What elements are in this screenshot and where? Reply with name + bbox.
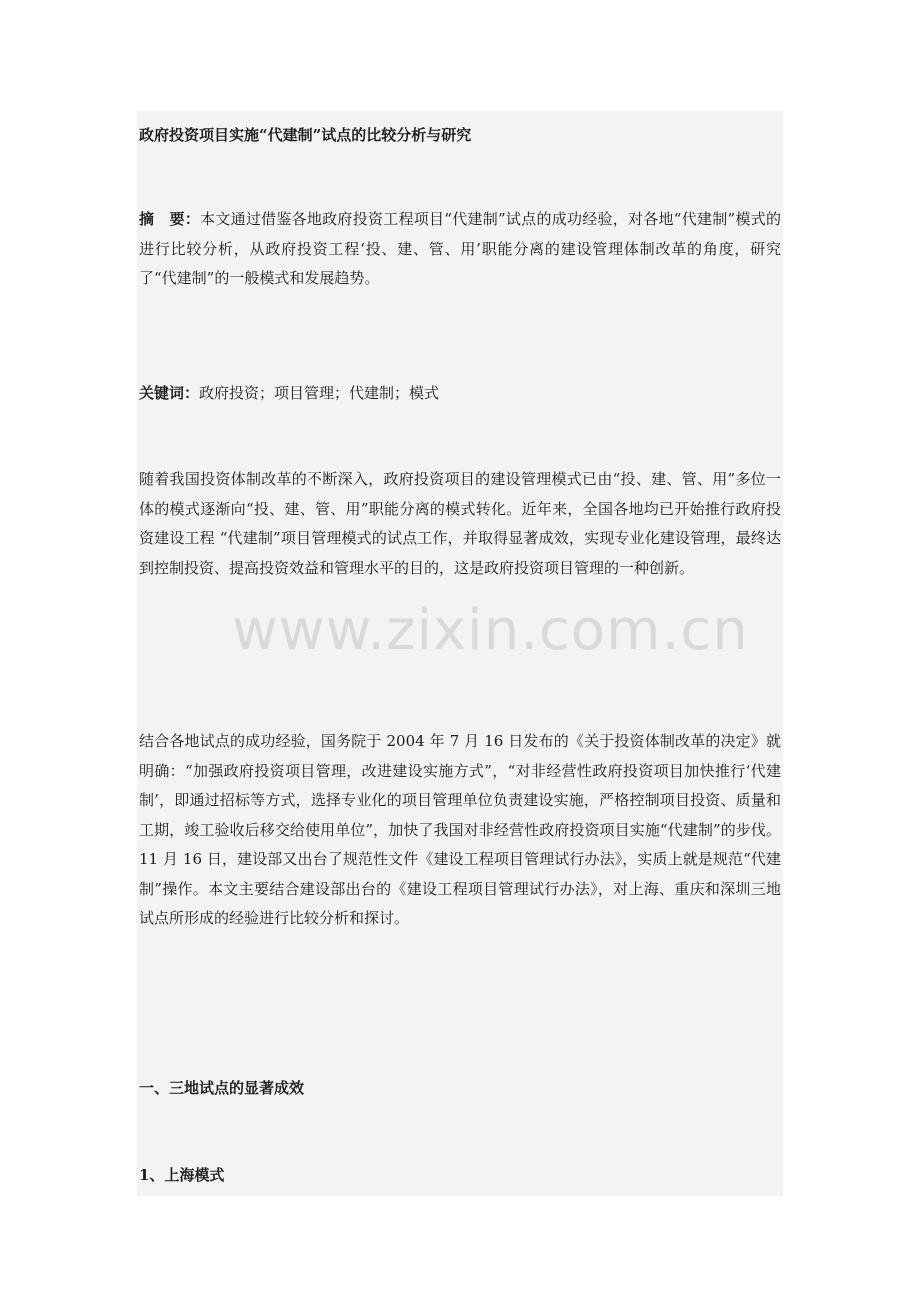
keywords-paragraph xyxy=(139,379,781,409)
keywords-label: 关键词： xyxy=(139,384,200,402)
body-paragraph-1: 随着我国投资体制改革的不断深入，政府投资项目的建设管理模式已由“投、建、管、用”多位一体的模式逐渐向“投、建、管、用”职能分离的模式转化。近年来，全国各地均已开始推行政府投资建设工程 “代建制”项目管理模式的试点工作，并取得显著成效，实现专业化建设管理，最终达到控制投资、提高投资效益和管理水平的目的，这是政府投资项目管理的一种创新。 xyxy=(139,470,781,577)
abstract-paragraph xyxy=(139,205,781,294)
watermark: www.zixin.com.cn xyxy=(232,598,749,663)
document-title: 政府投资项目实施“代建制”试点的比较分析与研究 xyxy=(139,126,472,144)
body-paragraph-2: 结合各地试点的成功经验，国务院于 2004 年 7 月 16 日发布的《关于投资体制改革的决定》就明确：“加强政府投资项目管理，改进建设实施方式”，“对非经营性政府投资项目加快推行‘代建制’，即通过招标等方式，选择专业化的项目管理单位负责建设实施，严格控制项目投资、质量和工期，竣工验收后移交给使用单位”，加快了我国对非经营性政府投资项目实施“代建制”的步伐。11 月 16 日，建设部又出台了规范性文件《建设工程项目管理试行办法》，实质上就是规范“代建制”操作。本文主要结合建设部出台的《建设工程项目管理试行办法》，对上海、重庆和深圳三地试点所形成的经验进行比较分析和探讨。 xyxy=(139,732,781,927)
subsection-heading: 1、上海模式 xyxy=(139,1166,225,1184)
abstract-label: 摘 要： xyxy=(139,210,201,228)
keywords-text: 政府投资；项目管理；代建制；模式 xyxy=(199,384,440,402)
document-page xyxy=(137,111,783,1196)
section-heading: 一、三地试点的显著成效 xyxy=(139,1079,305,1097)
abstract-text: 本文通过借鉴各地政府投资工程项目“代建制”试点的成功经验，对各地“代建制”模式的进行比较分析，从政府投资工程‘投、建、管、用’职能分离的建设管理体制改革的角度，研究了“代建制”的一般模式和发展趋势。 xyxy=(139,210,781,287)
